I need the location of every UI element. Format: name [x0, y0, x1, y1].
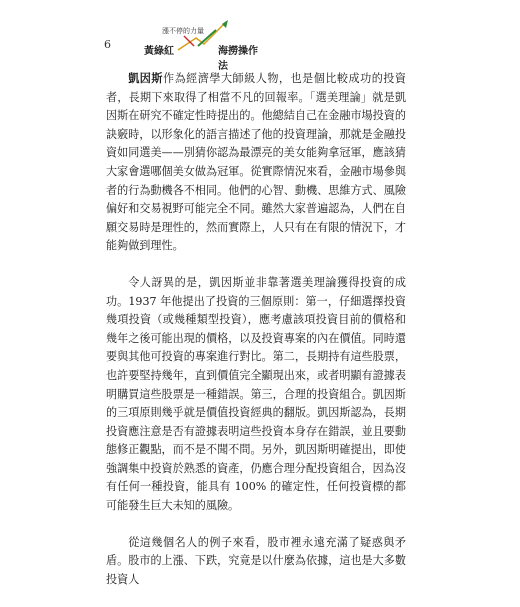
paragraph [106, 70, 406, 256]
book-logo [138, 16, 258, 72]
logo-title-right: 海撈操作法 [218, 46, 258, 72]
page-number: 6 [104, 38, 111, 51]
body-text [106, 70, 406, 607]
paragraph-text: 作為經濟學大師級人物，也是個比較成功的投資者，長期下來取得了相當不凡的回報率。「選美理論」就是凱因斯在研究不確定性時提出的。他總結自己在金融市場投資的訣竅時，以形象化的語言描述了他的投資理論，那就是金融投資如同選美——別猜你認為最漂亮的美女能夠拿冠軍，應該猜大家會選哪個美女做為冠軍。從實際情況來看，金融市場參與者的行為動機各不相同。他們的心智、動機、思維方式、風險偏好和交易視野可能完全不同。雖然大家普遍認為，人們在自願交易時是理性的，然而實際上，人只有在有限的情況下，才能夠做到理性。 [106, 72, 406, 253]
logo-tagline: 漲不停的力量 [162, 27, 204, 35]
logo-title-left: 黃綠紅 [144, 46, 174, 57]
keynes-name: 凱因斯 [128, 72, 163, 85]
paragraph: 從這幾個名人的例子來看，股市裡永遠充滿了疑惑與矛盾。股市的上漲、下跌，究竟是以什麼為依據，這也是大多數投資人 [106, 535, 406, 586]
paragraph: 令人訝異的是，凱因斯並非靠著選美理論獲得投資的成功。1937 年他提出了投資的三個原則：第一，仔細選擇投資幾項投資（或幾種類型投資），應考慮該項投資目前的價格和幾年之後可能出現的價格，以及投資專案的內在價值。同時還要與其他可投資的專案進行對比。第二，長期持有這些股票，也許要堅持幾年，直到價值完全顯現出來，或者明顯有證據表明購買這些股票是一種錯誤。第三，合理的投資組合。凱因斯的三項原則幾乎就是價值投資經典的翻版。凱因斯認為，長期投資應注意是否有證據表明這些投資本身存在錯誤，並且要動態修正觀點，而不是不聞不問。另外，凱因斯明確提出，即使強調集中投資於熟悉的資產，仍應合理分配投資組合，因為沒有任何一種投資，能具有 100% 的確定性，任何投資標的都可能發生巨大未知的風險。 [106, 275, 406, 513]
